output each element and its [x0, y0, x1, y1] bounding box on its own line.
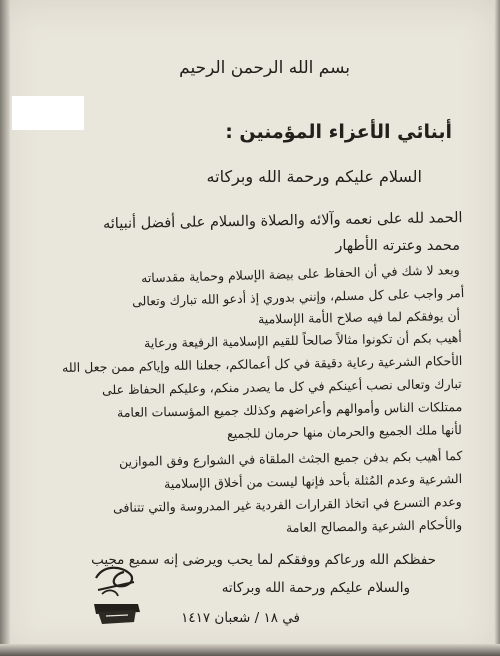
paragraph-3-line-3: تبارك وتعالى نصب أعينكم في كل ما يصدر منكم، وعليكم الحفاظ على	[102, 376, 463, 398]
paragraph-1-line-1: الحمد لله على نعمه وآلائه والصلاة والسلام على أفضل أنبيائه	[102, 210, 463, 233]
paragraph-2-line-2: أمر واجب على كل مسلم، وإنني بدوري إذ أدعو الله تبارك وتعالى	[131, 285, 465, 309]
paragraph-3-line-5: لأنها ملك الجميع والحرمان منها حرمان للجميع	[227, 422, 463, 442]
paragraph-2-line-3: أن يوفقكم لما فيه صلاح الأمة الإسلامية	[257, 308, 461, 327]
page-right-edge-shadow	[494, 0, 500, 656]
paragraph-4-line-4: والأحكام الشرعية والمصالح العامة	[285, 517, 463, 536]
paragraph-4-line-3: وعدم التسرع في اتخاذ القرارات الفردية غير المدروسة والتي تتنافى	[113, 494, 463, 516]
paragraph-3-line-4: ممتلكات الناس وأموالهم وأعراضهم وكذلك جميع المؤسسات العامة	[116, 399, 463, 421]
signature-seal	[88, 560, 148, 630]
paragraph-2-line-1: وبعد لا شك في أن الحفاظ على بيضة الإسلام وحماية مقدساته	[141, 262, 461, 286]
paragraph-4-line-1: كما أهيب بكم بدفن جميع الجثث الملقاة في الشوارع وفق الموازين	[118, 448, 463, 469]
salutation-line: أبنائي الأعزاء المؤمنين :	[225, 121, 452, 143]
closing-prayer: حفظكم الله ورعاكم ووفقكم لما يحب ويرضى إنه سميع مجيب	[91, 552, 436, 568]
paragraph-1-line-2: محمد وعترته الأطهار	[335, 238, 460, 254]
paragraph-3-line-2: الأحكام الشرعية رعاية دقيقة في كل أعمالكم، جعلنا الله وإياكم ممن جعل الله	[61, 353, 463, 375]
redaction-box	[12, 96, 84, 130]
basmala-heading: بسم الله الرحمن الرحيم	[179, 58, 350, 78]
page-left-edge-shadow	[0, 0, 10, 656]
greeting-line: السلام عليكم ورحمة الله وبركاته	[206, 167, 422, 186]
date-line: في ١٨ / شعبان ١٤١٧	[181, 610, 300, 626]
page-bottom-edge-shadow	[0, 644, 500, 656]
paragraph-4-line-2: الشرعية وعدم المُثلة بأحد فإنها ليست من أخلاق الإسلامية	[163, 471, 463, 492]
paragraph-3-line-1: أهيب بكم أن تكونوا مثالاً صالحاً للقيم الإسلامية الرفيعة ورعاية	[144, 330, 463, 351]
final-greeting: والسلام عليكم ورحمة الله وبركاته	[221, 580, 410, 596]
